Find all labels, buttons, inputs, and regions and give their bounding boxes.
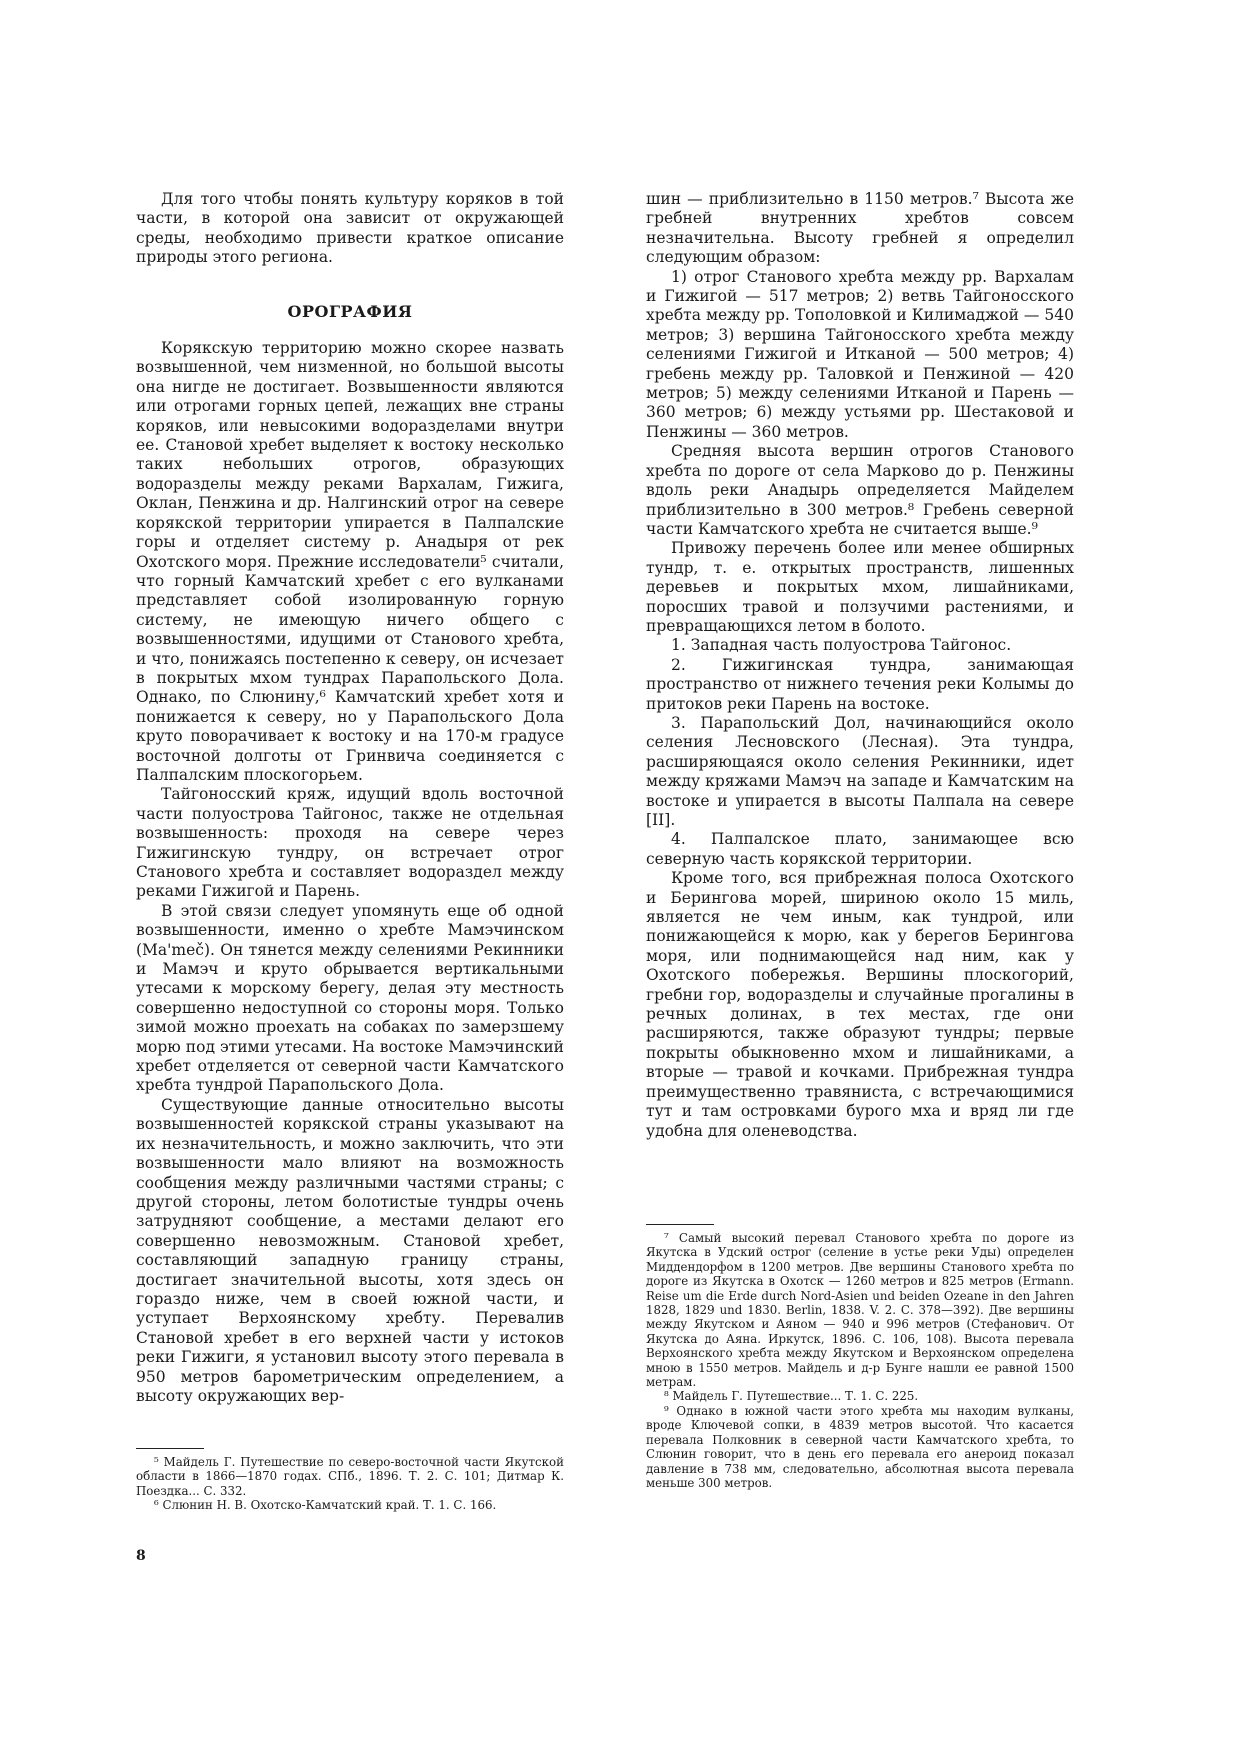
paragraph: шин — приблизительно в 1150 метров.⁷ Высота же гребней внутренних хребтов совсем незначительна. Высоту гребней я определил следующим образом: [646,190,1074,267]
footnote: ⁹ Однако в южной части этого хребта мы находим вулканы, вроде Ключевой сопки, в 4839 метров высотой. Что касается перевала Полковник в северной части Камчатского хребта, то Слюнин говорит, что в день его перевала его анероид показал давление в 738 мм, следовательно, абсолютная высота перевала меньше 300 метров. [646,1403,1074,1490]
section-heading: ОРОГРАФИЯ [287,301,413,321]
footnote-rule [646,1224,714,1225]
footnote-rule [136,1448,204,1449]
paragraph: Корякскую территорию можно скорее назвать возвышенной, чем низменной, но большой высоты она нигде не достигает. Возвышенности являются или отрогами горных цепей, лежащих вне страны коряков, или невысокими водоразделами внутри ее. Становой хребет выделяет к востоку несколько таких небольших отрогов, образующих водоразделы между реками Вархалам, Гижига, Оклан, Пенжина и др. Налгинский отрог на севере корякской территории упирается в Палпалские горы и отделяет систему р. Анадыря от рек Охотского моря. Прежние исследователи⁵ считали, что горный Камчатский хребет с его вулканами представляет собой изолированную горную систему, не имеющую ничего общего с возвышенностями, идущими от Станового хребта, и что, понижаясь постепенно к северу, он исчезает в покрытых мхом тундрах Парапольского Дола. Однако, по Слюнину,⁶ Камчатский хребет хотя и понижается к северу, но у Парапольского Дола круто поворачивает к востоку и на 170-м градусе восточной долготы от Гринвича соединяется с Палпалским плоскогорьем. [136,339,564,784]
paragraph: Кроме того, вся прибрежная полоса Охотского и Берингова морей, шириною около 15 миль, является не чем иным, как тундрой, или понижающейся к морю, как у берегов Берингова моря, или поднимающейся над ним, как у Охотского побережья. Вершины плоскогорий, гребни гор, водоразделы и случайные прогалины в речных долинах, в тех местах, где они расширяются, также образуют тундры; первые покрыты обыкновенно мхом и лишайниками, а вторые — травой и кочками. Прибрежная тундра преимущественно травяниста, с встречающимися тут и там островками бурого мха и вряд ли где удобна для оленеводства. [646,869,1074,1140]
footnote: ⁸ Майдель Г. Путешествие... Т. 1. С. 225. [664,1389,919,1404]
paragraph: В этой связи следует упомянуть еще об одной возвышенности, именно о хребте Мамэчинском (Ma'meč). Он тянется между селениями Рекинники и Мамэч и круто обрывается вертикальными утесами к морскому берегу, делая эту местность совершенно недоступной со стороны моря. Только зимой можно проехать на собаках по замерзшему морю под этими утесами. На востоке Мамэчинский хребет отделяется от северной части Камчатского хребта тундрой Парапольского Дола. [136,901,564,1095]
intro-paragraph: Для того чтобы понять культуру коряков в той части, в которой она зависит от окружающей среды, необходимо привести краткое описание природы этого региона. [136,190,564,267]
page-number: 8 [136,1548,146,1564]
height-list-paragraph: 1) отрог Станового хребта между рр. Вархалам и Гижигой — 517 метров; 2) ветвь Тайгоносского хребта между рр. Тополовкой и Килимаджой — 540 метров; 3) вершина Тайгоносского хребта между селениями Гижигой и Итканой — 500 метров; 4) гребень между рр. Таловкой и Пенжиной — 420 метров; 5) между селениями Итканой и Парень — 360 метров; 6) между устьями рр. Шестаковой и Пенжины — 360 метров. [646,267,1074,441]
footnotes-right [646,1224,1074,1490]
tundra-list-item: 4. Палпалское плато, занимающее всю северную часть корякской территории. [646,830,1074,868]
right-column [646,190,1074,1141]
paragraph: Существующие данные относительно высоты возвышенностей корякской страны указывают на их незначительность, и можно заключить, что эти возвышенности мало влияют на возможность сообщения между различными частями страны; с другой стороны, летом болотистые тундры очень затрудняют сообщение, а местами делают его совершенно невозможным. Становой хребет, составляющий западную границу страны, достигает значительной высоты, хотя здесь он гораздо ниже, чем в своей южной части, и уступает Верхоянскому хребту. Перевалив Становой хребет в его верхней части у истоков реки Гижиги, я установил высоту этого перевала в 950 метров барометрическим определением, а высоту окружающих вер- [136,1095,564,1405]
left-column [136,190,564,1406]
tundra-list-item: 3. Парапольский Дол, начинающийся около селения Лесновского (Лесная). Эта тундра, расширяющаяся около селения Рекинники, идет между кряжами Мамэч на западе и Камчатским на востоке и упирается в высоты Палпала на севере [II]. [646,713,1074,829]
tundra-list-item: 2. Гижигинская тундра, занимающая пространство от нижнего течения реки Колымы до притоков реки Парень на востоке. [646,655,1074,713]
paragraph: Привожу перечень более или менее обширных тундр, т. е. открытых пространств, лишенных деревьев и покрытых мхом, лишайниками, поросших травой и ползучими растениями, и превращающихся летом в болото. [646,539,1074,635]
paragraph: Тайгоносский кряж, идущий вдоль восточной части полуострова Тайгонос, также не отдельная возвышенность: проходя на севере через Гижигинскую тундру, он встречает отрог Станового хребта и составляет водораздел между реками Гижигой и Парень. [136,785,564,901]
footnote: ⁷ Самый высокий перевал Станового хребта по дороге из Якутска в Удский острог (селение в устье реки Уды) определен Миддендорфом в 1200 метров. Две вершины Станового хребта по дороге из Якутска в Охотск — 1260 метров и 825 метров (Ermann. Reise um die Erde durch Nord-Asien und beiden Ozeane in den Jahren 1828, 1829 und 1830. Berlin, 1838. V. 2. С. 378—392). Две вершины между Якутском и Аяном — 940 и 996 метров (Стефанович. От Якутска до Аяна. Иркутск, 1896. С. 106, 108). Высота перевала Верхоянского хребта между Якутском и Верхоянском определена мною в 1550 метров. Майдель и д-р Бунге нашли ее равной 1500 метрам. [646,1231,1074,1390]
footnote: ⁵ Майдель Г. Путешествие по северо-восточной части Якутской области в 1866—1870 годах. СПб., 1896. Т. 2. С. 101; Дитмар К. Поездка... С. 332. [136,1455,564,1498]
footnotes-left [136,1448,564,1513]
footnote: ⁶ Слюнин Н. В. Охотско-Камчатский край. Т. 1. С. 166. [154,1498,497,1513]
paragraph: Средняя высота вершин отрогов Станового хребта по дороге от села Марково до р. Пенжины вдоль реки Анадырь определяется Майделем приблизительно в 300 метров.⁸ Гребень северной части Камчатского хребта не считается выше.⁹ [646,442,1074,538]
tundra-list-item: 1. Западная часть полуострова Тайгонос. [671,636,1012,655]
